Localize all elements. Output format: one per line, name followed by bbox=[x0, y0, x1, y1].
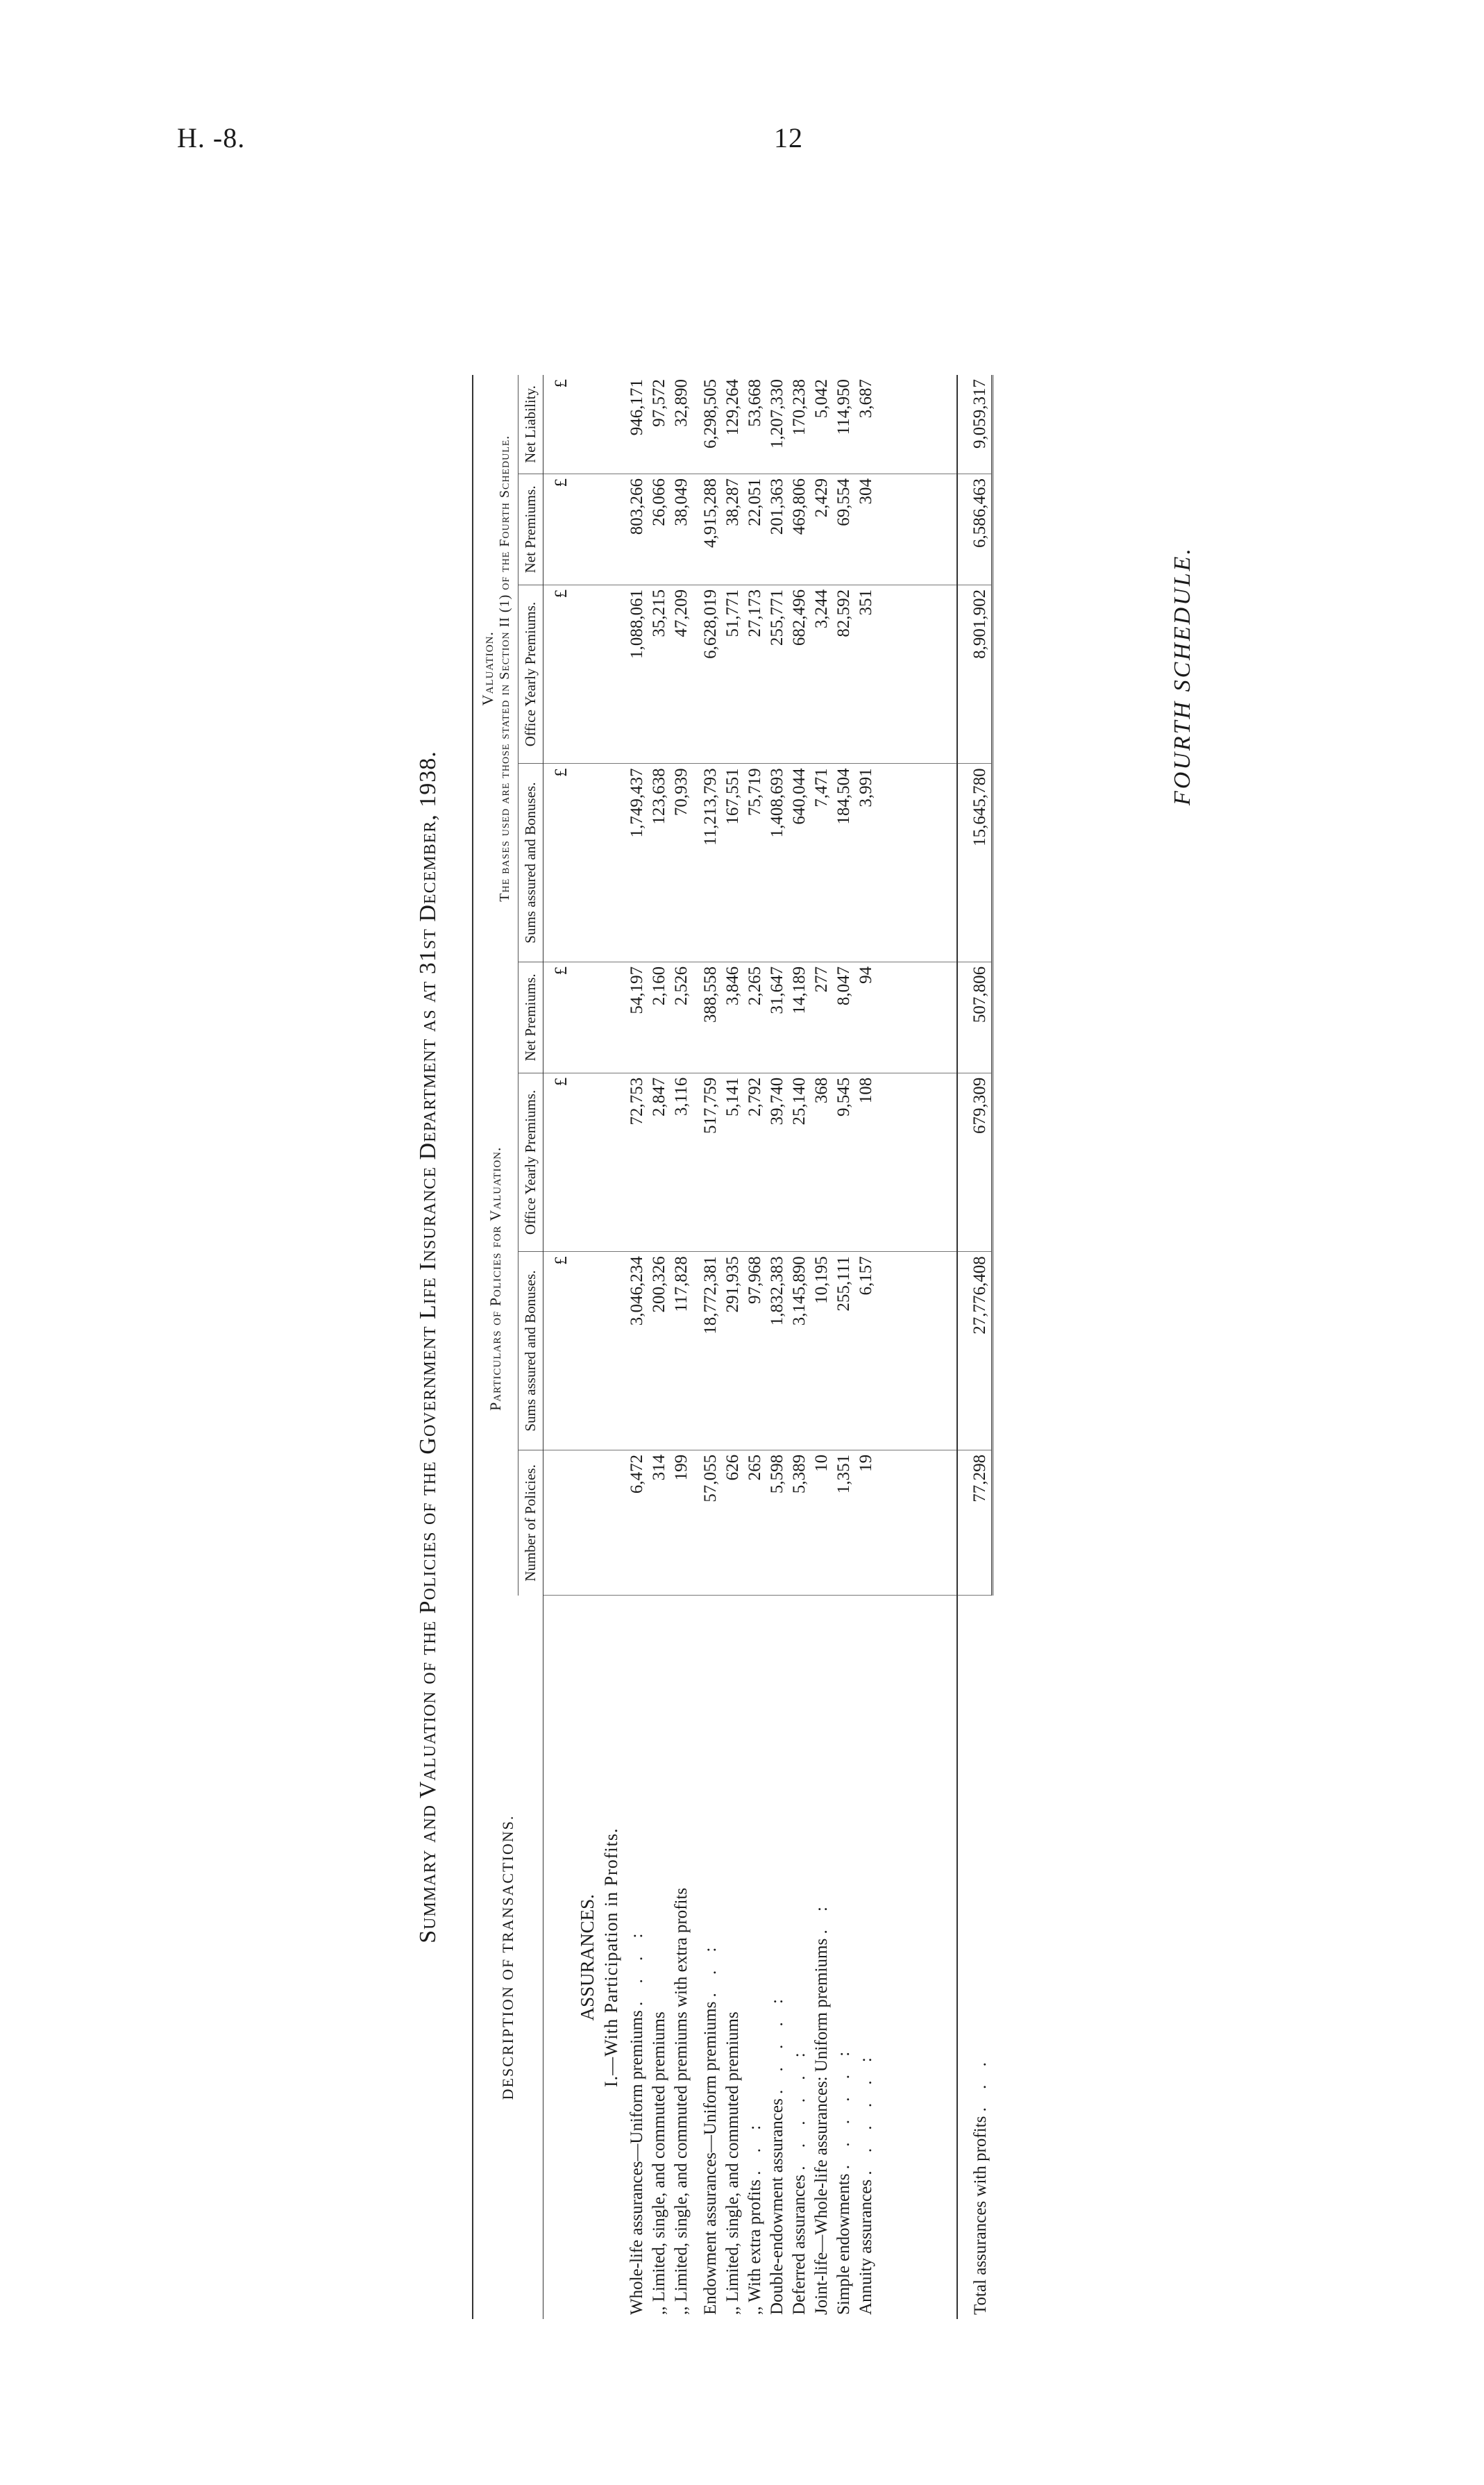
value-cell: 57,055 bbox=[700, 1450, 722, 1596]
valuation-group-header bbox=[473, 375, 518, 962]
row-label bbox=[789, 1596, 811, 2319]
value-cell: 167,551 bbox=[722, 764, 744, 962]
value-cell: 3,846 bbox=[722, 962, 744, 1073]
value-cell: 255,771 bbox=[766, 585, 789, 763]
value-cell: 69,554 bbox=[833, 474, 855, 585]
row-label bbox=[766, 1596, 789, 2319]
dot-leader: . . . . . : bbox=[857, 2050, 876, 2175]
unit-cell: £ bbox=[543, 585, 573, 763]
col-header: Office Yearly Premiums. bbox=[518, 1073, 543, 1251]
value-cell: 108 bbox=[855, 1073, 877, 1251]
value-cell: 1,832,383 bbox=[766, 1252, 789, 1450]
value-cell: 31,647 bbox=[766, 962, 789, 1073]
row-label bbox=[833, 1596, 855, 2319]
row-label-text: Double-endowment assurances bbox=[768, 2098, 787, 2315]
value-cell: 679,309 bbox=[957, 1073, 993, 1251]
value-cell: 3,145,890 bbox=[789, 1252, 811, 1450]
value-cell: 199 bbox=[671, 1450, 693, 1596]
value-cell: 11,213,793 bbox=[700, 764, 722, 962]
col-header: Net Liability. bbox=[518, 375, 543, 474]
section-title: ASSURANCES. bbox=[577, 1894, 598, 2021]
table-row bbox=[855, 375, 877, 2319]
value-cell: 3,991 bbox=[855, 764, 877, 962]
table-row bbox=[700, 375, 722, 2319]
value-cell: 97,572 bbox=[648, 375, 671, 474]
value-cell: 351 bbox=[855, 585, 877, 763]
row-label-text: Endowment assurances—Uniform premiums bbox=[701, 2001, 720, 2315]
value-cell: 27,776,408 bbox=[957, 1252, 993, 1450]
description-header: DESCRIPTION OF TRANSACTIONS. bbox=[473, 1596, 543, 2319]
valuation-table bbox=[472, 375, 993, 2319]
value-cell: 6,628,019 bbox=[700, 585, 722, 763]
schedule-title: FOURTH SCHEDULE. bbox=[1170, 546, 1195, 805]
value-cell: 94 bbox=[855, 962, 877, 1073]
row-label-text: ,, Limited, single, and commuted premiums bbox=[650, 2011, 669, 2315]
table-row bbox=[626, 375, 648, 2319]
value-cell: 10,195 bbox=[811, 1252, 833, 1450]
dot-leader: . . . . . : bbox=[790, 2045, 809, 2170]
row-label bbox=[855, 1596, 877, 2319]
value-cell: 9,059,317 bbox=[957, 375, 993, 474]
dot-leader: . . . . : bbox=[768, 1992, 787, 2095]
value-cell: 2,429 bbox=[811, 474, 833, 585]
value-cell: 2,265 bbox=[744, 962, 766, 1073]
unit-cell: £ bbox=[543, 375, 573, 474]
value-cell: 946,171 bbox=[626, 375, 648, 474]
value-cell: 170,238 bbox=[789, 375, 811, 474]
value-cell: 6,472 bbox=[626, 1450, 648, 1596]
table-row bbox=[957, 375, 993, 2319]
value-cell: 184,504 bbox=[833, 764, 855, 962]
value-cell: 18,772,381 bbox=[700, 1252, 722, 1450]
col-header: Net Premiums. bbox=[518, 474, 543, 585]
row-label bbox=[626, 1596, 648, 2319]
value-cell: 682,496 bbox=[789, 585, 811, 763]
value-cell: 70,939 bbox=[671, 764, 693, 962]
table-row bbox=[789, 375, 811, 2319]
value-cell: 114,950 bbox=[833, 375, 855, 474]
value-cell: 6,157 bbox=[855, 1252, 877, 1450]
value-cell: 265 bbox=[744, 1450, 766, 1596]
value-cell: 8,047 bbox=[833, 962, 855, 1073]
value-cell: 123,638 bbox=[648, 764, 671, 962]
value-cell: 3,244 bbox=[811, 585, 833, 763]
value-cell: 517,759 bbox=[700, 1073, 722, 1251]
dot-leader: . . . bbox=[970, 2055, 990, 2112]
row-label bbox=[722, 1596, 744, 2319]
value-cell: 640,044 bbox=[789, 764, 811, 962]
value-cell: 1,351 bbox=[833, 1450, 855, 1596]
value-cell: 75,719 bbox=[744, 764, 766, 962]
value-cell: 1,749,437 bbox=[626, 764, 648, 962]
value-cell: 25,140 bbox=[789, 1073, 811, 1251]
row-label-text: ,, Limited, single, and commuted premiums bbox=[723, 2011, 743, 2315]
value-cell: 38,287 bbox=[722, 474, 744, 585]
value-cell: 129,264 bbox=[722, 375, 744, 474]
page-code: H. -8. bbox=[177, 122, 246, 153]
col-header: Sums assured and Bonuses. bbox=[518, 1252, 543, 1450]
col-header: Net Premiums. bbox=[518, 962, 543, 1073]
value-cell: 277 bbox=[811, 962, 833, 1073]
valuation-label: Valuation. bbox=[479, 631, 496, 706]
value-cell: 200,326 bbox=[648, 1252, 671, 1450]
unit-cell: £ bbox=[543, 474, 573, 585]
table-row bbox=[744, 375, 766, 2319]
value-cell: 26,066 bbox=[648, 474, 671, 585]
value-cell: 803,266 bbox=[626, 474, 648, 585]
value-cell: 469,806 bbox=[789, 474, 811, 585]
table-row bbox=[671, 375, 693, 2319]
value-cell: 117,828 bbox=[671, 1252, 693, 1450]
value-cell: 2,847 bbox=[648, 1073, 671, 1251]
value-cell: 8,901,902 bbox=[957, 585, 993, 763]
table-row bbox=[722, 375, 744, 2319]
value-cell: 2,792 bbox=[744, 1073, 766, 1251]
value-cell: 10 bbox=[811, 1450, 833, 1596]
value-cell: 1,088,061 bbox=[626, 585, 648, 763]
value-cell: 5,598 bbox=[766, 1450, 789, 1596]
table-row bbox=[648, 375, 671, 2319]
value-cell: 626 bbox=[722, 1450, 744, 1596]
dot-leader: . . : bbox=[701, 1940, 720, 1998]
value-cell: 2,526 bbox=[671, 962, 693, 1073]
value-cell: 255,111 bbox=[833, 1252, 855, 1450]
value-cell: 201,363 bbox=[766, 474, 789, 585]
value-cell: 53,668 bbox=[744, 375, 766, 474]
value-cell: 47,209 bbox=[671, 585, 693, 763]
unit-cell bbox=[543, 1450, 573, 1596]
value-cell: 1,408,693 bbox=[766, 764, 789, 962]
value-cell: 5,389 bbox=[789, 1450, 811, 1596]
row-label-text: Deferred assurances bbox=[790, 2175, 809, 2315]
value-cell: 19 bbox=[855, 1450, 877, 1596]
value-cell: 368 bbox=[811, 1073, 833, 1251]
value-cell: 304 bbox=[855, 474, 877, 585]
rotated-schedule bbox=[415, 375, 1222, 2319]
value-cell: 51,771 bbox=[722, 585, 744, 763]
value-cell: 3,687 bbox=[855, 375, 877, 474]
row-label bbox=[671, 1596, 693, 2319]
value-cell: 388,558 bbox=[700, 962, 722, 1073]
value-cell: 6,298,505 bbox=[700, 375, 722, 474]
col-header: Sums assured and Bonuses. bbox=[518, 764, 543, 962]
row-label bbox=[744, 1596, 766, 2319]
value-cell: 77,298 bbox=[957, 1450, 993, 1596]
value-cell: 15,645,780 bbox=[957, 764, 993, 962]
row-label bbox=[648, 1596, 671, 2319]
row-label bbox=[957, 1596, 993, 2319]
unit-cell: £ bbox=[543, 1252, 573, 1450]
section-subtitle: I.—With Participation in Profits. bbox=[601, 1827, 622, 2088]
row-label-text: Simple endowments bbox=[834, 2173, 854, 2315]
value-cell: 507,806 bbox=[957, 962, 993, 1073]
col-header: Number of Policies. bbox=[518, 1450, 543, 1596]
value-cell: 3,046,234 bbox=[626, 1252, 648, 1450]
value-cell: 82,592 bbox=[833, 585, 855, 763]
table-row bbox=[766, 375, 789, 2319]
value-cell: 7,471 bbox=[811, 764, 833, 962]
unit-cell bbox=[543, 1596, 573, 2319]
dot-leader: . . . . . : bbox=[834, 2044, 854, 2170]
table-row bbox=[833, 375, 855, 2319]
value-cell: 291,935 bbox=[722, 1252, 744, 1450]
valuation-note: The bases used are those stated in Section II (1) of the Fourth Schedule. bbox=[497, 435, 512, 902]
table-row bbox=[811, 375, 833, 2319]
value-cell: 32,890 bbox=[671, 375, 693, 474]
value-cell: 5,042 bbox=[811, 375, 833, 474]
value-cell: 6,586,463 bbox=[957, 474, 993, 585]
value-cell: 54,197 bbox=[626, 962, 648, 1073]
main-title: Summary and Valuation of the Policies of the Government Life Insurance Department as at 31st December, 1938. bbox=[415, 751, 441, 1943]
page-number: 12 bbox=[774, 122, 803, 153]
value-cell: 4,915,288 bbox=[700, 474, 722, 585]
dot-leader: . : bbox=[812, 1900, 832, 1934]
unit-cell: £ bbox=[543, 764, 573, 962]
row-label bbox=[811, 1596, 833, 2319]
value-cell: 35,215 bbox=[648, 585, 671, 763]
particulars-group-header: Particulars of Policies for Valuation. bbox=[473, 962, 518, 1596]
row-label bbox=[700, 1596, 722, 2319]
row-label-text: Whole-life assurances—Uniform premiums bbox=[627, 2010, 647, 2315]
dot-leader: . . . : bbox=[627, 1926, 647, 2006]
value-cell: 38,049 bbox=[671, 474, 693, 585]
row-label-text: ,, With extra profits bbox=[745, 2179, 765, 2315]
value-cell: 1,207,330 bbox=[766, 375, 789, 474]
unit-cell: £ bbox=[543, 962, 573, 1073]
dot-leader: . . : bbox=[745, 2118, 765, 2175]
row-label-text: Total assurances with profits bbox=[970, 2116, 990, 2315]
value-cell: 3,116 bbox=[671, 1073, 693, 1251]
value-cell: 27,173 bbox=[744, 585, 766, 763]
value-cell: 314 bbox=[648, 1450, 671, 1596]
value-cell: 5,141 bbox=[722, 1073, 744, 1251]
value-cell: 72,753 bbox=[626, 1073, 648, 1251]
value-cell: 39,740 bbox=[766, 1073, 789, 1251]
col-header: Office Yearly Premiums. bbox=[518, 585, 543, 763]
row-label-text: Joint-life—Whole-life assurances: Uniform premiums bbox=[812, 1938, 832, 2315]
value-cell: 14,189 bbox=[789, 962, 811, 1073]
row-label-text: ,, Limited, single, and commuted premiums with extra profits bbox=[672, 1887, 691, 2315]
value-cell: 22,051 bbox=[744, 474, 766, 585]
value-cell: 2,160 bbox=[648, 962, 671, 1073]
value-cell: 97,968 bbox=[744, 1252, 766, 1450]
value-cell: 9,545 bbox=[833, 1073, 855, 1251]
unit-cell: £ bbox=[543, 1073, 573, 1251]
row-label-text: Annuity assurances bbox=[857, 2179, 876, 2315]
